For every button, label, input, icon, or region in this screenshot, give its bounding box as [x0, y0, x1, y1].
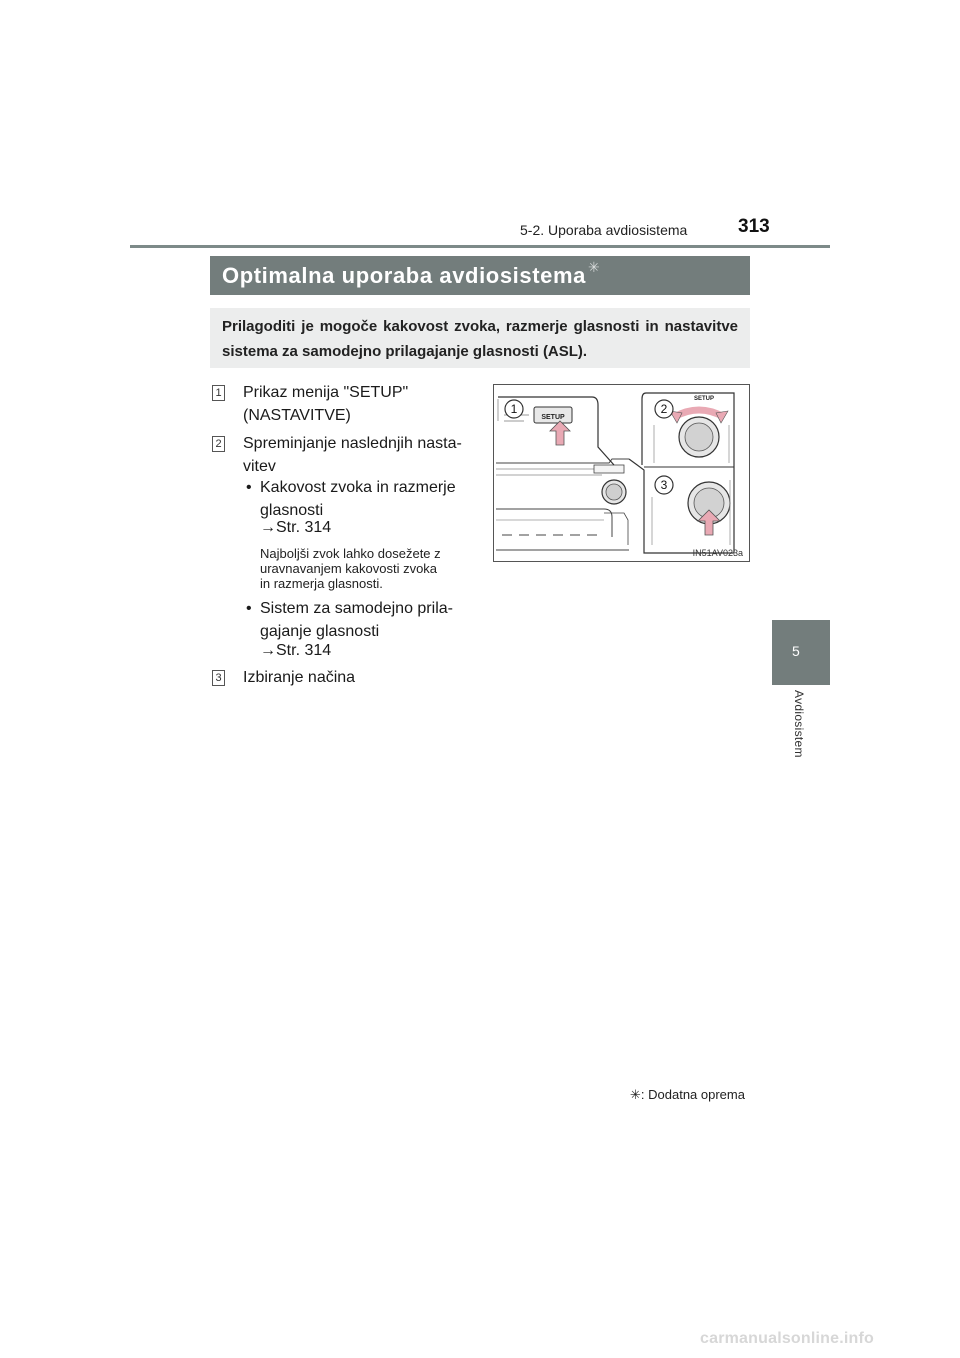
callout-2: 2	[660, 402, 668, 416]
footnote	[630, 1087, 745, 1103]
note-line: uravnavanjem kakovosti zvoka	[260, 561, 438, 576]
page-number: 313	[738, 216, 770, 237]
audio-unit-illustration	[493, 384, 750, 562]
note-line: in razmerja glasnosti.	[260, 576, 383, 591]
callout-1: 1	[510, 402, 518, 416]
item-3-line1: Izbiranje načina	[243, 669, 356, 686]
illustration-code: IN51AV023a	[692, 548, 743, 558]
section-intro: Prilagoditi je mogoče kakovost zvoka, razmerje glasnosti in nastavitve sistema za samodejno prilagajanje glasnosti (ASL).	[210, 308, 750, 368]
subitem-quality-line1: Kakovost zvoka in razmerje	[260, 479, 456, 496]
bullet: •	[246, 479, 252, 496]
item-number-badge: 2	[212, 436, 225, 452]
watermark: carmanualsonline.info	[700, 1330, 875, 1347]
optional-equipment-mark: ✳	[587, 259, 600, 275]
item-number-badge: 1	[212, 385, 225, 401]
item-number-badge: 3	[212, 670, 225, 686]
page-reference[interactable]: →Str. 314	[260, 519, 332, 536]
item-2-line2: vitev	[243, 458, 276, 475]
chapter-tab-label: Avdiosistem	[792, 690, 806, 758]
item-1-line1: Prikaz menija "SETUP"	[243, 384, 409, 401]
subitem-quality-line2: glasnosti	[260, 502, 324, 519]
setup-button-label: SETUP	[541, 414, 565, 421]
callout-3: 3	[660, 478, 668, 492]
item-1-line2: (NASTAVITVE)	[243, 407, 351, 424]
footnote-mark: ✳	[630, 1087, 641, 1102]
note-line: Najboljši zvok lahko dosežete z	[260, 546, 441, 561]
setup-small-label: SETUP	[693, 396, 715, 402]
footnote-text: : Dodatna oprema	[640, 1087, 745, 1102]
chapter-tab	[772, 620, 830, 685]
section-title-bar	[210, 256, 750, 295]
header-rule	[130, 245, 830, 248]
chapter-tab-number: 5	[792, 643, 800, 659]
audio-unit-drawing	[494, 385, 749, 561]
bullet: •	[246, 600, 252, 617]
section-title: Optimalna uporaba avdiosistema	[222, 262, 586, 288]
running-header-section: 5-2. Uporaba avdiosistema	[520, 222, 688, 238]
press-arrow-icon	[550, 421, 570, 445]
page-reference[interactable]: →Str. 314	[260, 642, 332, 659]
subitem-asl-line1: Sistem za samodejno prila-	[260, 600, 453, 617]
subitem-asl-line2: gajanje glasnosti	[260, 623, 380, 640]
item-2-line1: Spreminjanje naslednjih nasta-	[243, 435, 462, 452]
